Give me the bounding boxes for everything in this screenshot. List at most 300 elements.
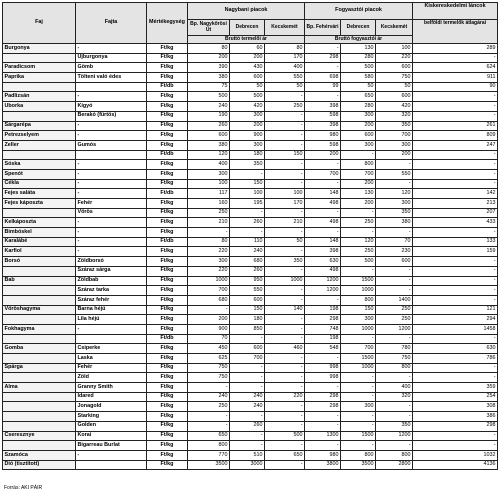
cell-price: 1000 <box>341 363 376 373</box>
cell-fajta: - <box>76 121 147 131</box>
cell-price: 300 <box>341 140 376 150</box>
cell-price: 900 <box>230 131 265 141</box>
table-row <box>3 111 498 121</box>
cell-fajta: Zöld <box>76 373 147 383</box>
cell-fajta: Bigarreau Burlat <box>76 441 147 451</box>
cell-price: 220 <box>188 266 230 276</box>
cell-price: 850 <box>230 324 265 334</box>
cell-price: 1200 <box>305 286 341 296</box>
cell-price: 50 <box>230 82 265 92</box>
cell-unit: Ft/db <box>147 237 188 247</box>
cell-price: 148 <box>305 189 341 199</box>
cell-unit: Ft/kg <box>147 247 188 257</box>
cell-fajta: Starking <box>76 412 147 422</box>
cell-price: 600 <box>376 257 413 267</box>
cell-fajta <box>76 460 147 470</box>
cell-price: 99 <box>305 82 341 92</box>
cell-price: 1200 <box>376 431 413 441</box>
cell-faj <box>3 82 76 92</box>
cell-price: 380 <box>188 73 230 83</box>
cell-faj: Kelkáposzta <box>3 218 76 228</box>
cell-price: 498 <box>305 199 341 209</box>
cell-price: - <box>413 228 498 238</box>
header-fajta: Fajta <box>76 3 147 44</box>
cell-faj: Karfiol <box>3 247 76 257</box>
cell-unit: Ft/kg <box>147 421 188 431</box>
cell-price: 60 <box>230 44 265 54</box>
cell-price: 320 <box>376 111 413 121</box>
cell-price: 809 <box>413 131 498 141</box>
cell-fajta: Száraz tarka <box>76 286 147 296</box>
cell-price: 250 <box>376 315 413 325</box>
cell-faj: Borsó <box>3 257 76 267</box>
cell-fajta: Zöldbab <box>76 276 147 286</box>
cell-price: 420 <box>376 102 413 112</box>
cell-price: 70 <box>188 334 230 344</box>
table-row <box>3 131 498 141</box>
cell-price: 4136 <box>413 460 498 470</box>
cell-price: - <box>341 392 376 402</box>
cell-price: - <box>376 179 413 189</box>
cell-unit: Ft/kg <box>147 305 188 315</box>
cell-fajta: - <box>76 450 147 460</box>
table-row <box>3 431 498 441</box>
cell-price: - <box>265 111 305 121</box>
cell-faj: Alma <box>3 383 76 393</box>
cell-price: - <box>413 169 498 179</box>
cell-price: 600 <box>188 131 230 141</box>
cell-unit: Ft/kg <box>147 392 188 402</box>
cell-price: 250 <box>341 247 376 257</box>
cell-price: 100 <box>230 189 265 199</box>
cell-price: 3000 <box>230 460 265 470</box>
cell-faj <box>3 53 76 63</box>
table-row <box>3 460 498 470</box>
cell-price: 500 <box>341 63 376 73</box>
cell-unit: Ft/kg <box>147 63 188 73</box>
cell-price: 350 <box>376 121 413 131</box>
cell-price: 300 <box>230 111 265 121</box>
cell-price: 420 <box>230 102 265 112</box>
cell-unit: Ft/kg <box>147 160 188 170</box>
cell-price: - <box>305 412 341 422</box>
cell-price: 198 <box>305 305 341 315</box>
cell-price: - <box>413 179 498 189</box>
cell-price: - <box>376 441 413 451</box>
cell-price: - <box>413 431 498 441</box>
cell-price: - <box>265 402 305 412</box>
cell-price: 80 <box>188 237 230 247</box>
cell-price: 80 <box>265 44 305 54</box>
cell-price: 142 <box>413 189 498 199</box>
cell-price: 786 <box>413 354 498 364</box>
cell-fajta: Kígyó <box>76 102 147 112</box>
cell-price: 500 <box>230 92 265 102</box>
cell-price: - <box>413 160 498 170</box>
table-row <box>3 63 498 73</box>
cell-unit: Ft/kg <box>147 102 188 112</box>
cell-unit: Ft/db <box>147 334 188 344</box>
cell-unit: Ft/kg <box>147 140 188 150</box>
cell-price: 980 <box>305 131 341 141</box>
cell-price: 261 <box>413 121 498 131</box>
table-row <box>3 140 498 150</box>
cell-faj: Fejes káposzta <box>3 199 76 209</box>
cell-unit: Ft/kg <box>147 324 188 334</box>
table-row <box>3 324 498 334</box>
table-row <box>3 257 498 267</box>
table-row <box>3 53 498 63</box>
table-row <box>3 363 498 373</box>
cell-price: 770 <box>188 450 230 460</box>
cell-price: 298 <box>413 421 498 431</box>
cell-price: - <box>376 276 413 286</box>
cell-price: - <box>305 421 341 431</box>
cell-faj: Fejes saláta <box>3 189 76 199</box>
cell-price: 600 <box>230 344 265 354</box>
cell-faj: Uborka <box>3 102 76 112</box>
cell-price: 386 <box>413 412 498 422</box>
table-row <box>3 228 498 238</box>
cell-price: - <box>305 208 341 218</box>
cell-price: 600 <box>376 63 413 73</box>
cell-price: - <box>341 266 376 276</box>
cell-unit: Ft/kg <box>147 218 188 228</box>
cell-price: 250 <box>376 305 413 315</box>
cell-fajta: Golden <box>76 421 147 431</box>
cell-price: 120 <box>376 189 413 199</box>
cell-price: 308 <box>413 402 498 412</box>
cell-price: 800 <box>188 441 230 451</box>
cell-price: 680 <box>230 257 265 267</box>
cell-price: - <box>230 441 265 451</box>
cell-price: 210 <box>188 218 230 228</box>
cell-price: 298 <box>305 315 341 325</box>
cell-price: - <box>341 412 376 422</box>
table-row <box>3 266 498 276</box>
cell-fajta: Laska <box>76 354 147 364</box>
cell-price: 800 <box>376 450 413 460</box>
cell-faj: Sóska <box>3 160 76 170</box>
cell-price: 650 <box>188 431 230 441</box>
table-row <box>3 179 498 189</box>
cell-price: 300 <box>376 140 413 150</box>
cell-price: 3500 <box>341 460 376 470</box>
cell-fajta: - <box>76 160 147 170</box>
cell-price: - <box>265 373 305 383</box>
table-row <box>3 412 498 422</box>
cell-price: - <box>376 160 413 170</box>
cell-price: - <box>265 286 305 296</box>
cell-faj <box>3 208 76 218</box>
table-row <box>3 383 498 393</box>
cell-unit: Ft/kg <box>147 169 188 179</box>
cell-price: - <box>188 421 230 431</box>
cell-price: 390 <box>188 63 230 73</box>
cell-unit: Ft/kg <box>147 315 188 325</box>
cell-fajta: Fehér <box>76 363 147 373</box>
cell-price: 800 <box>341 450 376 460</box>
cell-price: 80 <box>188 44 230 54</box>
cell-price: - <box>265 334 305 344</box>
cell-price: 398 <box>305 102 341 112</box>
cell-price: - <box>265 363 305 373</box>
cell-price: 650 <box>265 450 305 460</box>
cell-price: 70 <box>376 237 413 247</box>
cell-faj <box>3 402 76 412</box>
table-row <box>3 373 498 383</box>
cell-price: 433 <box>413 218 498 228</box>
cell-price: 50 <box>376 82 413 92</box>
cell-price: 600 <box>230 295 265 305</box>
cell-fajta: - <box>76 131 147 141</box>
cell-unit: Ft/kg <box>147 131 188 141</box>
cell-fajta: Gumós <box>76 140 147 150</box>
cell-unit: Ft/kg <box>147 53 188 63</box>
cell-price: 159 <box>413 247 498 257</box>
cell-price: 750 <box>376 354 413 364</box>
cell-price: 133 <box>413 237 498 247</box>
cell-price: - <box>305 63 341 73</box>
cell-price: 260 <box>188 121 230 131</box>
header-brutto-termeloi: Bruttó termelői ár <box>188 36 305 44</box>
cell-price: - <box>305 354 341 364</box>
cell-faj: Szamóca <box>3 450 76 460</box>
cell-unit: Ft/kg <box>147 266 188 276</box>
cell-price: - <box>265 92 305 102</box>
cell-price: - <box>265 324 305 334</box>
cell-price: 550 <box>376 169 413 179</box>
cell-price: - <box>265 460 305 470</box>
cell-faj <box>3 412 76 422</box>
cell-price: 800 <box>341 160 376 170</box>
cell-price: 294 <box>413 315 498 325</box>
cell-price: 170 <box>265 199 305 209</box>
cell-price: - <box>265 412 305 422</box>
cell-faj <box>3 286 76 296</box>
cell-price: 998 <box>305 363 341 373</box>
cell-price: 1500 <box>341 431 376 441</box>
cell-price: - <box>188 412 230 422</box>
cell-price: 498 <box>305 218 341 228</box>
cell-price: 250 <box>265 102 305 112</box>
cell-faj <box>3 354 76 364</box>
cell-price: 630 <box>413 344 498 354</box>
cell-price: 1500 <box>341 276 376 286</box>
cell-price: 600 <box>376 92 413 102</box>
table-row <box>3 334 498 344</box>
cell-price: 700 <box>376 131 413 141</box>
cell-price: 250 <box>188 402 230 412</box>
cell-price: 498 <box>305 266 341 276</box>
cell-price: 350 <box>376 208 413 218</box>
cell-price: 121 <box>413 305 498 315</box>
cell-price: - <box>341 334 376 344</box>
cell-faj: Karalábé <box>3 237 76 247</box>
cell-unit: Ft/kg <box>147 412 188 422</box>
cell-price: - <box>413 295 498 305</box>
cell-price: 750 <box>188 363 230 373</box>
cell-price: - <box>341 421 376 431</box>
cell-price: 748 <box>305 324 341 334</box>
cell-price: - <box>188 228 230 238</box>
cell-price: - <box>265 354 305 364</box>
header-debrecen: Debrecen <box>230 20 265 36</box>
cell-price: 250 <box>341 218 376 228</box>
cell-price: 900 <box>188 324 230 334</box>
cell-price: 698 <box>305 73 341 83</box>
cell-fajta: Berakó (fürtös) <box>76 111 147 121</box>
cell-price: - <box>376 412 413 422</box>
cell-faj <box>3 373 76 383</box>
cell-fajta: Gömb <box>76 63 147 73</box>
cell-price: 150 <box>341 305 376 315</box>
cell-price: 3500 <box>188 460 230 470</box>
cell-price: 200 <box>341 121 376 131</box>
cell-price: 600 <box>341 131 376 141</box>
table-row <box>3 402 498 412</box>
cell-price: 298 <box>305 402 341 412</box>
cell-fajta: - <box>76 324 147 334</box>
cell-price: - <box>305 295 341 305</box>
cell-fajta: Tölteni való édes <box>76 73 147 83</box>
cell-price: 300 <box>341 315 376 325</box>
cell-price: 300 <box>341 402 376 412</box>
cell-price: 207 <box>413 208 498 218</box>
header-unit: Mértékegység <box>147 3 188 44</box>
cell-price: - <box>305 160 341 170</box>
table-row <box>3 421 498 431</box>
cell-faj <box>3 334 76 344</box>
cell-faj: Petrezselyem <box>3 131 76 141</box>
table-row <box>3 354 498 364</box>
cell-faj: Padlizsán <box>3 92 76 102</box>
cell-fajta: Korai <box>76 431 147 441</box>
cell-price: 400 <box>188 160 230 170</box>
cell-price: 148 <box>305 237 341 247</box>
cell-price: 120 <box>188 150 230 160</box>
cell-price: - <box>230 208 265 218</box>
cell-price: 100 <box>265 189 305 199</box>
cell-price: - <box>265 228 305 238</box>
cell-price: 170 <box>265 53 305 63</box>
cell-price: - <box>265 266 305 276</box>
header-brutto-fogyasztoi: Bruttó fogyasztói ár <box>305 36 413 44</box>
cell-price: 200 <box>341 179 376 189</box>
cell-unit: Ft/kg <box>147 402 188 412</box>
cell-unit: Ft/kg <box>147 179 188 189</box>
cell-faj <box>3 392 76 402</box>
cell-price: - <box>230 228 265 238</box>
table-body <box>3 44 498 470</box>
cell-price: 1200 <box>305 276 341 286</box>
cell-price: 298 <box>305 392 341 402</box>
cell-fajta: - <box>76 179 147 189</box>
cell-price: 100 <box>376 44 413 54</box>
cell-price: 200 <box>376 150 413 160</box>
cell-price: 1000 <box>188 276 230 286</box>
table-row <box>3 73 498 83</box>
cell-price: 117 <box>188 189 230 199</box>
table-row <box>3 344 498 354</box>
cell-unit: Ft/kg <box>147 431 188 441</box>
header-debrecen-consumer: Debrecen <box>341 20 376 36</box>
cell-price: 400 <box>265 63 305 73</box>
cell-unit: Ft/db <box>147 82 188 92</box>
cell-price: - <box>413 257 498 267</box>
table-row <box>3 315 498 325</box>
cell-unit: Ft/kg <box>147 121 188 131</box>
cell-price: 220 <box>188 247 230 257</box>
cell-price: 100 <box>188 179 230 189</box>
cell-price: 300 <box>188 169 230 179</box>
cell-faj <box>3 315 76 325</box>
cell-fajta: Barna héjú <box>76 305 147 315</box>
cell-unit: Ft/kg <box>147 354 188 364</box>
table-row <box>3 189 498 199</box>
table-row <box>3 286 498 296</box>
cell-price: 630 <box>305 257 341 267</box>
cell-price: - <box>341 383 376 393</box>
cell-price: 700 <box>341 169 376 179</box>
header-kecskemet: Kecskemét <box>265 20 305 36</box>
cell-faj: Cékla <box>3 179 76 189</box>
cell-unit: Ft/kg <box>147 92 188 102</box>
cell-fajta: - <box>76 189 147 199</box>
cell-price: 580 <box>341 73 376 83</box>
header-consumer: Fogyasztói piacok <box>305 3 413 20</box>
cell-unit: Ft/db <box>147 150 188 160</box>
cell-price: 130 <box>341 189 376 199</box>
cell-fajta: Fehér <box>76 199 147 209</box>
cell-fajta <box>76 82 147 92</box>
cell-fajta: - <box>76 169 147 179</box>
cell-price: 150 <box>230 305 265 315</box>
cell-price: 200 <box>230 121 265 131</box>
cell-price: 280 <box>341 53 376 63</box>
cell-price: 260 <box>230 421 265 431</box>
cell-price: - <box>230 373 265 383</box>
cell-price: - <box>305 441 341 451</box>
cell-unit: Ft/kg <box>147 44 188 54</box>
cell-price: 50 <box>341 82 376 92</box>
cell-unit: Ft/kg <box>147 199 188 209</box>
cell-faj: Burgonya <box>3 44 76 54</box>
cell-faj: Fokhagyma <box>3 324 76 334</box>
cell-unit: Ft/kg <box>147 441 188 451</box>
cell-price: 398 <box>305 121 341 131</box>
cell-price: 240 <box>230 247 265 257</box>
cell-price: 320 <box>376 392 413 402</box>
cell-price: 980 <box>305 450 341 460</box>
cell-price: 750 <box>188 373 230 383</box>
table-row <box>3 199 498 209</box>
cell-price: 1400 <box>376 295 413 305</box>
cell-price: 625 <box>188 354 230 364</box>
cell-fajta: Jonagold <box>76 402 147 412</box>
cell-price: 700 <box>230 354 265 364</box>
cell-price: 680 <box>188 295 230 305</box>
cell-price: 380 <box>376 218 413 228</box>
cell-price: 700 <box>305 169 341 179</box>
cell-price: 350 <box>376 421 413 431</box>
cell-price: - <box>341 373 376 383</box>
cell-price: 1032 <box>413 450 498 460</box>
cell-faj: Spenót <box>3 169 76 179</box>
cell-price: - <box>265 160 305 170</box>
cell-price: 998 <box>305 373 341 383</box>
cell-price: 1458 <box>413 324 498 334</box>
